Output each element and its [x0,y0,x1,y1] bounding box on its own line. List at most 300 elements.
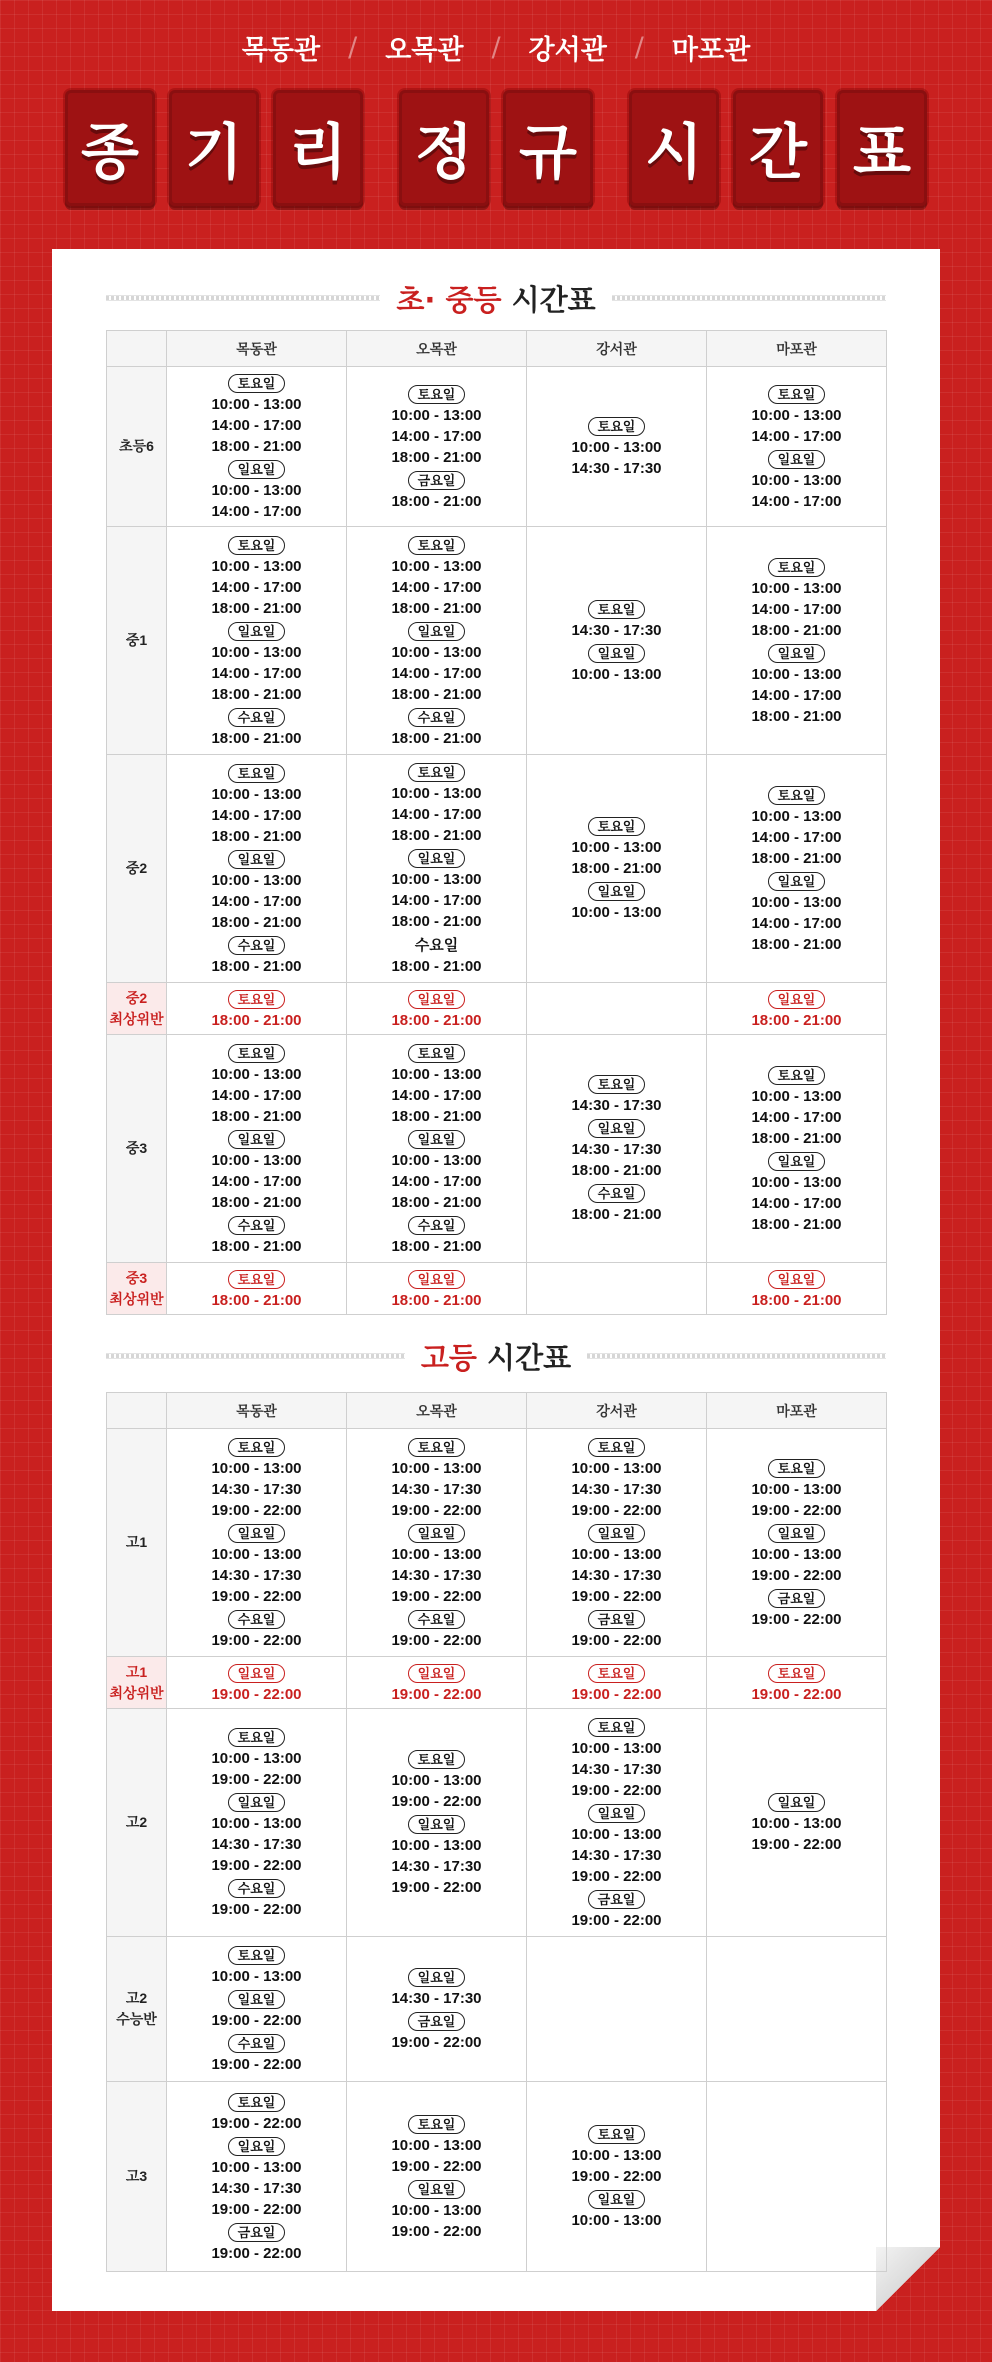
day-badge: 토요일 [228,536,286,555]
time-slot: 14:00 - 17:00 [751,1194,842,1212]
day-group [527,1435,706,1521]
time-slot: 14:30 - 17:30 [391,1990,482,2007]
day-group [167,1267,346,1311]
table-header-row [107,331,887,367]
time-slot: 19:00 - 22:00 [571,1631,662,1649]
day-badge: 일요일 [408,1130,466,1149]
time-slot: 14:00 - 17:00 [211,1172,302,1190]
day-group [347,987,526,1031]
day-badge: 수요일 [228,2034,286,2053]
day-badge: 토요일 [768,385,826,404]
schedule-cell [527,755,707,983]
time-slot: 19:00 - 22:00 [391,2157,482,2175]
time-slot: 18:00 - 21:00 [211,1291,302,1309]
row-label-text: 고1 [125,1534,148,1550]
day-badge: 수요일 [588,1184,646,1203]
schedule-cell [527,367,707,527]
time-slot: 10:00 - 13:00 [391,1772,482,1789]
schedule-cell [347,1937,527,2082]
time-slot: 18:00 - 21:00 [751,621,842,639]
time-slot: 10:00 - 13:00 [751,1480,842,1498]
time-slot: 18:00 - 21:00 [571,860,662,877]
table-row [107,1657,887,1709]
time-slot: 10:00 - 13:00 [211,482,302,499]
time-slot: 10:00 - 13:00 [391,1837,482,1854]
row-label-text: 고2 [125,1814,148,1830]
day-group [347,468,526,512]
time-slot: 14:30 - 17:30 [391,1566,482,1584]
time-slot: 18:00 - 21:00 [211,729,302,747]
time-slot: 10:00 - 13:00 [211,1815,302,1832]
day-badge: 토요일 [228,990,286,1009]
day-group [167,1987,346,2031]
day-badge: 일요일 [768,990,826,1009]
time-slot: 18:00 - 21:00 [211,599,302,617]
time-slot: 18:00 - 21:00 [391,1237,482,1255]
time-slot: 18:00 - 21:00 [751,849,842,867]
day-badge: 수요일 [228,1879,286,1898]
time-slot: 19:00 - 22:00 [211,1685,302,1703]
time-slot: 19:00 - 22:00 [751,1610,842,1628]
day-group [347,1965,526,2009]
row-label [107,1263,167,1315]
time-slot: 14:30 - 17:30 [211,1480,302,1498]
day-badge: 금요일 [588,1610,646,1629]
schedule-cell [347,1263,527,1315]
day-group [167,1213,346,1257]
time-slot: 18:00 - 21:00 [391,599,482,617]
time-slot: 10:00 - 13:00 [391,557,482,575]
day-group [527,1715,706,1801]
day-badge: 일요일 [768,872,826,891]
time-slot: 18:00 - 21:00 [211,1011,302,1029]
day-badge: 토요일 [768,1066,826,1085]
day-group [167,1943,346,1987]
day-group [707,1790,886,1855]
schedule-cell [527,1263,707,1315]
day-group [347,2177,526,2242]
day-badge: 일요일 [588,1804,646,1823]
day-group [167,1041,346,1127]
day-badge: 일요일 [408,1524,466,1543]
day-badge: 일요일 [588,1524,646,1543]
day-group [347,1435,526,1521]
time-slot: 14:00 - 17:00 [211,806,302,824]
time-slot: 18:00 - 21:00 [391,685,482,703]
time-slot: 10:00 - 13:00 [571,2147,662,2164]
day-badge: 일요일 [408,990,466,1009]
day-group [347,1041,526,1127]
time-slot: 19:00 - 22:00 [391,2034,482,2051]
day-badge: 토요일 [408,1438,466,1457]
day-badge: 토요일 [588,1664,646,1683]
time-slot: 14:30 - 17:30 [571,1141,662,1158]
page-title [0,90,992,206]
schedule-cell [527,1709,707,1937]
time-slot: 19:00 - 22:00 [571,1501,662,1519]
time-slot: 10:00 - 13:00 [751,893,842,911]
day-badge: 수요일 [414,937,459,954]
time-slot: 18:00 - 21:00 [391,448,482,466]
day-badge: 수요일 [408,1610,466,1629]
day-badge: 일요일 [228,850,286,869]
day-group [527,641,706,685]
time-slot: 14:00 - 17:00 [391,1172,482,1190]
time-slot: 19:00 - 22:00 [751,1685,842,1703]
day-group [167,761,346,847]
day-badge: 일요일 [228,460,286,479]
time-slot: 10:00 - 13:00 [211,1750,302,1767]
time-slot: 10:00 - 13:00 [751,807,842,825]
day-badge: 금요일 [408,2012,466,2031]
time-slot: 19:00 - 22:00 [391,1501,482,1519]
day-group [707,1661,886,1705]
middle-timetable [106,330,887,1315]
time-slot: 14:00 - 17:00 [751,828,842,846]
day-group [527,2122,706,2187]
time-slot: 19:00 - 22:00 [571,1685,662,1703]
time-slot: 14:00 - 17:00 [391,892,482,909]
schedule-cell [707,1429,887,1657]
day-badge: 일요일 [588,2190,646,2209]
schedule-cell [167,755,347,983]
time-slot: 10:00 - 13:00 [751,406,842,424]
day-badge: 토요일 [228,764,286,783]
day-badge: 일요일 [768,1793,826,1812]
row-label [107,367,167,527]
section-title: 고등 시간표 [420,1340,572,1375]
table-row [107,527,887,755]
row-label [107,527,167,755]
time-slot: 10:00 - 13:00 [211,1459,302,1477]
time-slot: 14:00 - 17:00 [211,664,302,682]
time-slot: 10:00 - 13:00 [391,1151,482,1169]
schedule-cell [527,527,707,755]
heading-divider [106,295,380,301]
day-group [167,2134,346,2220]
schedule-cell [167,1035,347,1263]
schedule-cell [527,983,707,1035]
day-badge: 토요일 [768,786,826,805]
day-badge: 일요일 [588,1119,646,1138]
day-badge: 일요일 [228,1990,286,2009]
day-group [347,935,526,977]
day-group [347,382,526,468]
schedule-cell [707,1709,887,1937]
branch-separator: / [634,32,644,63]
day-badge: 토요일 [768,558,826,577]
day-badge: 토요일 [588,417,646,436]
title-tile: 규 [503,90,593,206]
day-group [167,371,346,457]
time-slot: 14:00 - 17:00 [751,492,842,510]
time-slot: 10:00 - 13:00 [571,2212,662,2229]
time-slot: 19:00 - 22:00 [751,1836,842,1853]
day-group [707,447,886,512]
schedule-cell [527,1035,707,1263]
time-slot: 18:00 - 21:00 [211,1107,302,1125]
time-slot: 19:00 - 22:00 [571,1587,662,1605]
row-label-text: 고3 [125,2168,148,2184]
time-slot: 14:00 - 17:00 [391,578,482,596]
day-badge: 토요일 [408,763,466,782]
branch-label: 오목관 [385,35,464,66]
day-group [167,987,346,1031]
time-slot: 19:00 - 22:00 [211,1631,302,1649]
day-badge: 일요일 [768,1270,826,1289]
time-slot: 18:00 - 21:00 [751,1011,842,1029]
schedule-cell [347,1035,527,1263]
day-badge: 토요일 [588,1718,646,1737]
title-tile: 정 [399,90,489,206]
time-slot: 18:00 - 21:00 [391,729,482,747]
time-slot: 18:00 - 21:00 [751,1129,842,1147]
schedule-cell [167,367,347,527]
day-badge: 토요일 [588,2125,646,2144]
time-slot: 10:00 - 13:00 [751,579,842,597]
day-badge: 수요일 [228,1216,286,1235]
schedule-cell [167,527,347,755]
time-slot: 14:00 - 17:00 [391,1086,482,1104]
time-slot: 19:00 - 22:00 [211,2114,302,2132]
day-group [347,619,526,705]
time-slot: 19:00 - 22:00 [211,2056,302,2073]
day-group [167,1607,346,1651]
day-badge: 토요일 [588,1075,646,1094]
time-slot: 19:00 - 22:00 [211,2244,302,2262]
time-slot: 10:00 - 13:00 [751,1545,842,1563]
time-slot: 10:00 - 13:00 [211,785,302,803]
day-group [347,533,526,619]
time-slot: 10:00 - 13:00 [751,1087,842,1105]
time-slot: 14:00 - 17:00 [751,686,842,704]
title-tile: 리 [273,90,363,206]
day-badge: 토요일 [228,1438,286,1457]
row-label [107,1429,167,1657]
time-slot: 18:00 - 21:00 [211,1193,302,1211]
time-slot: 10:00 - 13:00 [211,1151,302,1169]
day-group [347,705,526,749]
day-group [347,760,526,846]
time-slot: 18:00 - 21:00 [391,1011,482,1029]
time-slot: 14:00 - 17:00 [211,1086,302,1104]
time-slot: 10:00 - 13:00 [571,439,662,456]
row-label [107,1937,167,2082]
day-group [167,1521,346,1607]
schedule-cell [347,2082,527,2272]
branch-separator: / [491,32,501,63]
day-group [527,1181,706,1225]
day-badge: 일요일 [228,622,286,641]
time-slot: 19:00 - 22:00 [391,1587,482,1605]
time-slot: 19:00 - 22:00 [391,1685,482,1703]
time-slot: 18:00 - 21:00 [211,957,302,975]
time-slot: 14:00 - 17:00 [391,427,482,445]
high-timetable [106,1392,887,2272]
day-group [167,533,346,619]
table-row [107,1035,887,1263]
row-label-text: 중3 [125,1140,148,1156]
time-slot: 10:00 - 13:00 [751,665,842,683]
time-slot: 14:30 - 17:30 [211,2179,302,2197]
time-slot: 14:00 - 17:00 [751,914,842,932]
day-badge: 일요일 [408,1270,466,1289]
row-label [107,755,167,983]
day-badge: 수요일 [228,708,286,727]
day-badge: 일요일 [408,1815,466,1834]
time-slot: 10:00 - 13:00 [571,1825,662,1843]
time-slot: 19:00 - 22:00 [391,2222,482,2240]
time-slot: 10:00 - 13:00 [751,1815,842,1832]
schedule-cell [347,367,527,527]
day-group [347,1747,526,1812]
day-group [167,1127,346,1213]
title-tile: 시 [629,90,719,206]
schedule-cell [167,1709,347,1937]
time-slot: 14:00 - 17:00 [751,427,842,445]
time-slot: 14:30 - 17:30 [571,1097,662,1114]
day-badge: 일요일 [768,644,826,663]
day-badge: 일요일 [768,1152,826,1171]
day-badge: 금요일 [228,2223,286,2242]
day-badge: 일요일 [228,1524,286,1543]
day-badge: 토요일 [408,1044,466,1063]
time-slot: 18:00 - 21:00 [751,1291,842,1309]
day-group [707,869,886,955]
time-slot: 10:00 - 13:00 [391,785,482,802]
time-slot: 19:00 - 22:00 [571,2168,662,2185]
time-slot: 19:00 - 22:00 [211,1857,302,1874]
day-badge: 일요일 [588,882,646,901]
section-title: 초· 중등 시간표 [396,282,596,317]
row-label-text: 중2 [125,989,148,1006]
day-badge: 수요일 [408,1216,466,1235]
time-slot: 14:30 - 17:30 [571,1480,662,1498]
time-slot: 18:00 - 21:00 [211,1237,302,1255]
schedule-cell [167,2082,347,2272]
day-badge: 토요일 [228,1044,286,1063]
time-slot: 19:00 - 22:00 [391,1879,482,1896]
time-slot: 10:00 - 13:00 [211,643,302,661]
time-slot: 18:00 - 21:00 [751,707,842,725]
day-group [707,555,886,641]
column-header: 마포관 [707,1393,887,1429]
time-slot: 14:30 - 17:30 [571,1846,662,1864]
title-tile: 간 [733,90,823,206]
time-slot: 19:00 - 22:00 [391,1631,482,1649]
time-slot: 10:00 - 13:00 [211,1065,302,1083]
time-slot: 10:00 - 13:00 [391,2136,482,2154]
row-label-text: 수능반 [116,2011,157,2027]
day-badge: 토요일 [228,374,286,393]
day-badge: 토요일 [588,600,646,619]
schedule-cell [707,755,887,983]
time-slot: 10:00 - 13:00 [211,1968,302,1985]
day-group [167,2220,346,2264]
corner-cell [107,1393,167,1429]
day-group [527,1661,706,1705]
branch-label: 마포관 [671,35,751,66]
time-slot: 18:00 - 21:00 [391,1107,482,1125]
row-label [107,1035,167,1263]
time-slot: 14:30 - 17:30 [571,1760,662,1778]
row-label-text: 최상위반 [109,1684,164,1701]
table-row [107,983,887,1035]
day-group [527,414,706,479]
title-tile: 표 [837,90,927,206]
day-group [347,1127,526,1213]
day-group [347,1607,526,1651]
table-row [107,755,887,983]
schedule-cell [527,2082,707,2272]
time-slot: 18:00 - 21:00 [211,685,302,703]
day-group [527,1887,706,1931]
row-label [107,1709,167,1937]
table-row [107,2082,887,2272]
row-label [107,1657,167,1709]
day-group [527,2187,706,2231]
time-slot: 10:00 - 13:00 [391,406,482,424]
schedule-cell [707,1657,887,1709]
time-slot: 14:00 - 17:00 [751,1108,842,1126]
day-group [707,382,886,447]
row-label [107,983,167,1035]
high-section-heading [106,1336,886,1376]
row-label-text: 초등6 [119,438,154,454]
time-slot: 18:00 - 21:00 [211,827,302,845]
time-slot: 18:00 - 21:00 [211,438,302,455]
schedule-cell [347,983,527,1035]
time-slot: 10:00 - 13:00 [391,643,482,661]
schedule-cell [527,1937,707,2082]
day-group [167,1876,346,1920]
day-badge: 일요일 [768,1524,826,1543]
schedule-cell [527,1657,707,1709]
table-row [107,1937,887,2082]
schedule-cell [707,367,887,527]
day-group [167,619,346,705]
day-group [707,1456,886,1521]
schedule-cell [167,1429,347,1657]
day-badge: 토요일 [408,536,466,555]
column-header: 오목관 [347,331,527,367]
time-slot: 14:00 - 17:00 [211,417,302,434]
time-slot: 18:00 - 21:00 [211,913,302,931]
day-group [347,1661,526,1705]
day-badge: 일요일 [228,1793,286,1812]
title-tile: 종 [65,90,155,206]
day-group [707,987,886,1031]
day-group [167,1661,346,1705]
day-group [167,457,346,522]
day-group [167,933,346,977]
day-group [347,1812,526,1898]
time-slot: 19:00 - 22:00 [211,2200,302,2218]
time-slot: 10:00 - 13:00 [391,1545,482,1563]
time-slot: 18:00 - 21:00 [391,913,482,930]
time-slot: 18:00 - 21:00 [391,492,482,510]
time-slot: 19:00 - 22:00 [751,1566,842,1584]
time-slot: 10:00 - 13:00 [211,1545,302,1563]
schedule-cell [707,1035,887,1263]
day-group [527,597,706,641]
day-badge: 금요일 [588,1890,646,1909]
schedule-cell [167,1937,347,2082]
schedule-cell [707,527,887,755]
day-group [347,1213,526,1257]
branch-separator: / [348,32,358,63]
day-badge: 금요일 [768,1589,826,1608]
